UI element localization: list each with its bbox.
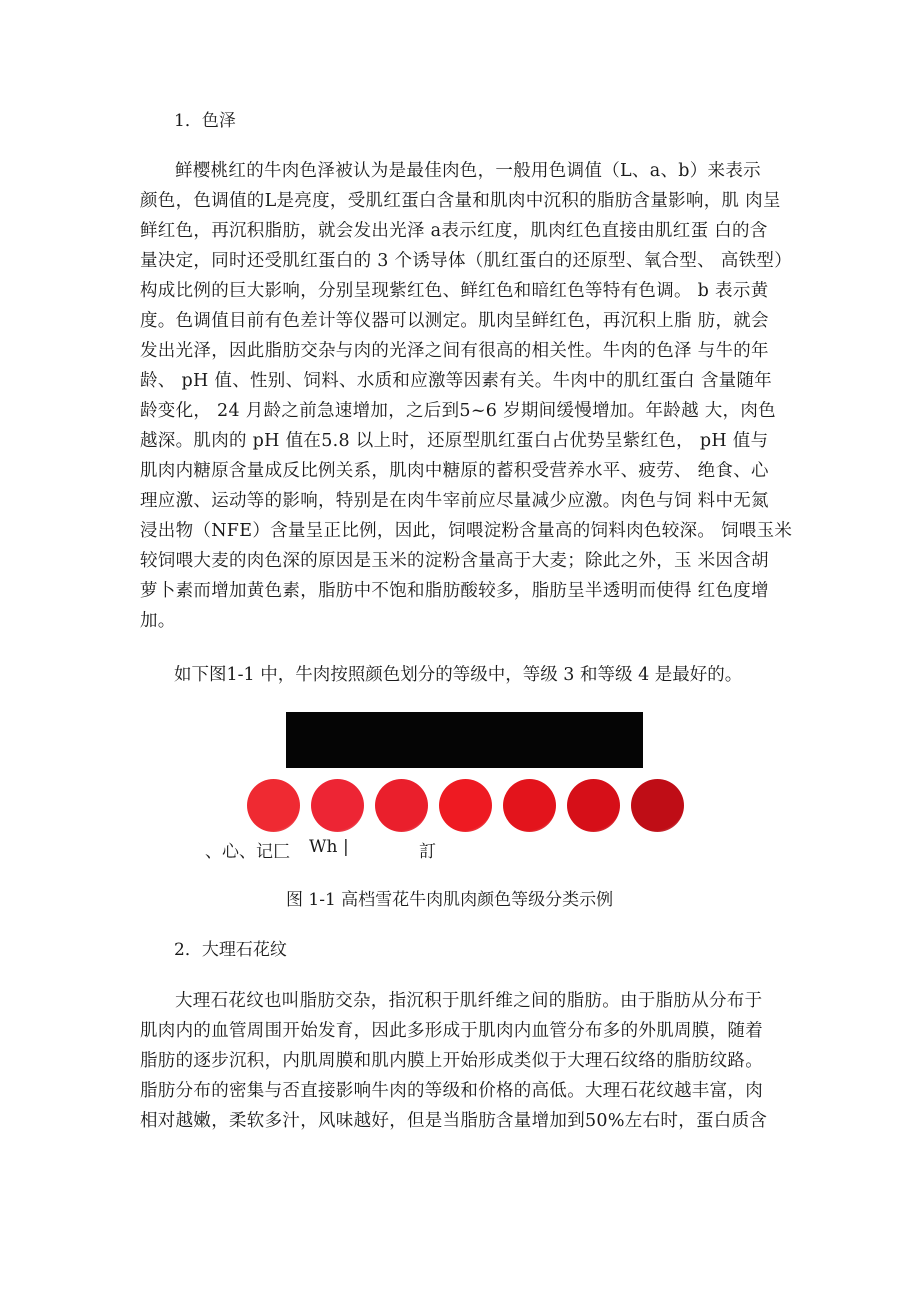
paragraph-line: 理应激、运动等的影响，特别是在肉牛宰前应尽量减少应激。肉色与饲 料中无氮: [140, 491, 769, 511]
paragraph-line: 龄、 pH 值、性别、饲料、水质和应激等因素有关。牛肉中的肌红蛋白 含量随年: [140, 371, 773, 391]
paragraph-line: 越深。肌肉的 pH 值在5.8 以上时，还原型肌红蛋白占优势呈紫红色， pH 值与: [140, 431, 769, 451]
paragraph-line: 鲜红色，再沉积脂肪，就会发出光泽 a表示红度，肌肉红色直接由肌红蛋 白的含: [140, 221, 768, 241]
paragraph-line: 鲜樱桃红的牛肉色泽被认为是最佳肉色，一般用色调值（L、a、b）来表示: [175, 161, 761, 181]
color-swatch-7: [631, 779, 684, 832]
figure-legend-4: 訂: [419, 842, 436, 862]
color-swatch-5: [503, 779, 556, 832]
section1-paragraph2: 如下图1-1 中，牛肉按照颜色划分的等级中，等级 3 和等级 4 是最好的。: [174, 665, 743, 685]
color-swatch-4: [439, 779, 492, 832]
color-swatch-6: [567, 779, 620, 832]
color-swatch-1: [247, 779, 300, 832]
paragraph-line: 肌肉内糖原含量成反比例关系，肌肉中糖原的蓄积受营养水平、疲劳、 绝食、心: [140, 461, 769, 481]
color-swatch-2: [311, 779, 364, 832]
paragraph-line: 大理石花纹也叫脂肪交杂，指沉积于肌纤维之间的脂肪。由于脂肪从分布于: [175, 991, 763, 1011]
section1-heading: 1．色泽: [174, 111, 236, 131]
paragraph-line: 较饲喂大麦的肉色深的原因是玉米的淀粉含量高于大麦；除此之外，玉 米因含胡: [140, 551, 769, 571]
paragraph-line: 颜色，色调值的L是亮度，受肌红蛋白含量和肌肉中沉积的脂肪含量影响，肌 肉呈: [140, 191, 781, 211]
figure-legend-3: |: [343, 837, 349, 857]
paragraph-line: 肌肉内的血管周围开始发育，因此多形成于肌肉内血管分布多的外肌周膜，随着: [140, 1021, 763, 1041]
paragraph-line: 相对越嫩，柔软多汁，风味越好，但是当脂肪含量增加到50%左右时，蛋白质含: [140, 1111, 768, 1131]
color-swatch-3: [375, 779, 428, 832]
paragraph-line: 度。色调值目前有色差计等仪器可以测定。肌肉呈鲜红色，再沉积上脂 肪，就会: [140, 311, 769, 331]
figure-caption: 图 1-1 高档雪花牛肉肌肉颜色等级分类示例: [286, 890, 614, 910]
section2-heading: 2．大理石花纹: [174, 940, 287, 960]
paragraph-line: 浸出物（NFE）含量呈正比例，因此，饲喂淀粉含量高的饲料肉色较深。 饲喂玉米: [140, 521, 793, 541]
paragraph-line: 量决定，同时还受肌红蛋白的 3 个诱导体（肌红蛋白的还原型、氧合型、 高铁型）: [140, 251, 793, 271]
paragraph-line: 萝卜素而增加黄色素，脂肪中不饱和脂肪酸较多，脂肪呈半透明而使得 红色度增: [140, 581, 769, 601]
paragraph-line: 脂肪分布的密集与否直接影响牛肉的等级和价格的高低。大理石花纹越丰富，肉: [140, 1081, 763, 1101]
paragraph-line: 龄变化， 24 月龄之前急速增加，之后到5~6 岁期间缓慢增加。年龄越 大，肉色: [140, 401, 776, 421]
figure-banner: [286, 712, 643, 768]
paragraph-line: 构成比例的巨大影响，分别呈现紫红色、鲜红色和暗红色等特有色调。 b 表示黄: [140, 281, 769, 301]
figure-legend-1: 、心、记匚: [205, 842, 290, 862]
paragraph-line: 发出光泽，因此脂肪交杂与肉的光泽之间有很高的相关性。牛肉的色泽 与牛的年: [140, 341, 769, 361]
figure-legend-2: Wh: [309, 837, 338, 857]
paragraph-line: 脂肪的逐步沉积，内肌周膜和肌内膜上开始形成类似于大理石纹络的脂肪纹路。: [140, 1051, 763, 1071]
paragraph-line: 加。: [140, 611, 176, 631]
